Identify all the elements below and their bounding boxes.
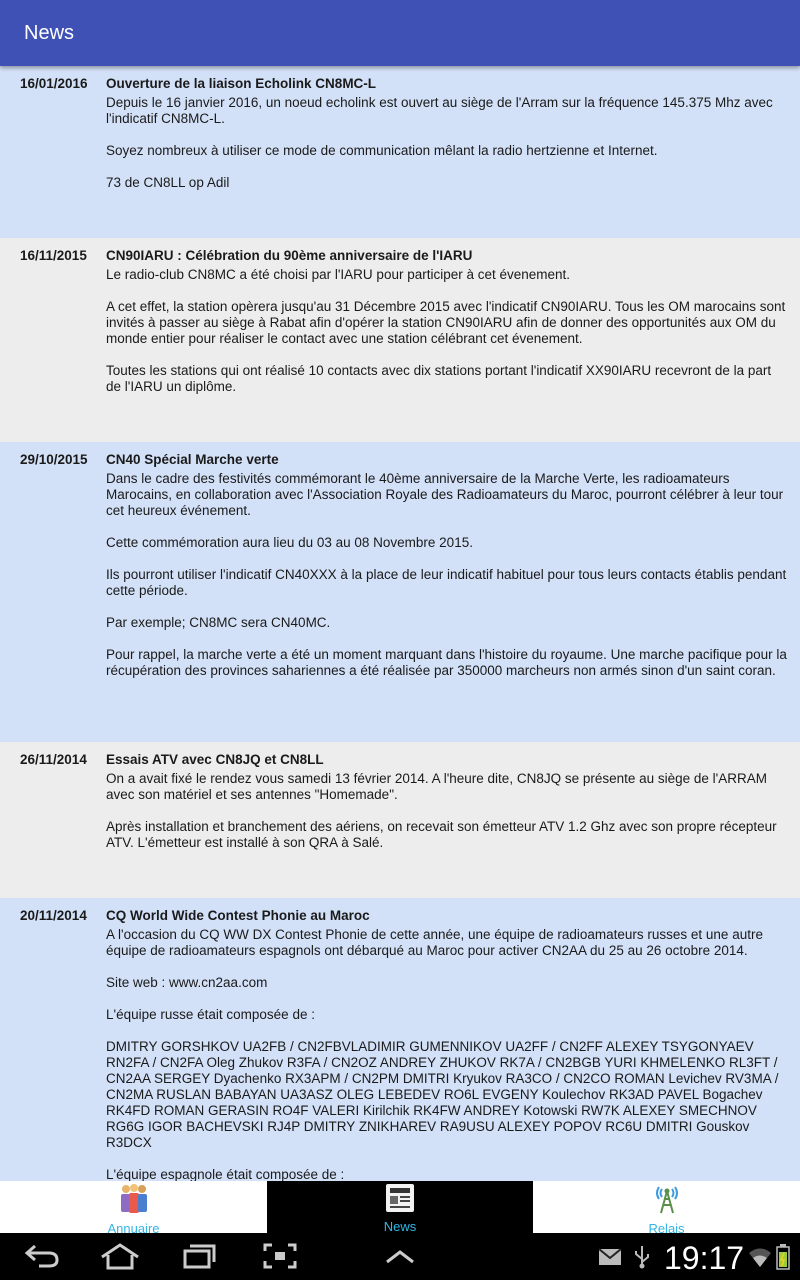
news-paragraph: Ils pourront utiliser l'indicatif CN40XXX à la place de leur indicatif habituel pour tous leurs contacts établis pendant cette période.: [106, 567, 787, 598]
screenshot-icon[interactable]: [258, 1241, 302, 1271]
tab-label: Relais: [648, 1221, 685, 1236]
tab-label: Annuaire: [107, 1221, 160, 1236]
recent-apps-icon[interactable]: [178, 1241, 222, 1271]
tab-label: News: [383, 1219, 417, 1234]
news-paragraph: L'équipe russe était composée de :: [106, 1007, 315, 1022]
menu-up-icon[interactable]: [378, 1241, 422, 1271]
news-item[interactable]: [0, 66, 800, 238]
tab-news[interactable]: [267, 1181, 533, 1233]
news-paragraph: A l'occasion du CQ WW DX Contest Phonie de cette année, une équipe de radioamateurs russes et une autre équipe de radioamateurs espagnols ont débarqué au Maroc pour activer CN2AA du 25 au 26 octobre 2014.: [106, 927, 763, 958]
news-paragraph: Dans le cadre des festivités commémorant le 40ème anniversaire de la Marche Verte, les radioamateurs Marocains, en collaboration avec l'Association Royale des Radioamateurs du Maroc, pourront célébrer à leur tour cet heureux événement.: [106, 471, 784, 518]
news-item[interactable]: [0, 898, 800, 1181]
news-paragraph: Site web : www.cn2aa.com: [106, 975, 268, 990]
news-item[interactable]: [0, 742, 800, 898]
page-title: News: [24, 21, 75, 44]
tab-annuaire[interactable]: [0, 1181, 267, 1236]
news-title: CN90IARU : Célébration du 90ème anniversaire de l'IARU: [106, 248, 473, 263]
system-navigation-bar: [0, 1233, 800, 1280]
relay-antenna-icon: [651, 1183, 683, 1215]
news-paragraph: Soyez nombreux à utiliser ce mode de communication mêlant la radio hertzienne et Internet.: [106, 143, 658, 158]
home-icon[interactable]: [98, 1241, 142, 1271]
news-title: Essais ATV avec CN8JQ et CN8LL: [106, 752, 324, 767]
news-paragraph: Cette commémoration aura lieu du 03 au 08 Novembre 2015.: [106, 535, 473, 550]
news-paragraph: On a avait fixé le rendez vous samedi 13 février 2014. A l'heure dite, CN8JQ se présente au siège de l'ARRAM avec son matériel et ses antennes "Homemade".: [106, 771, 768, 802]
news-paragraph: Le radio-club CN8MC a été choisi par l'IARU pour participer à cet évenement.: [106, 267, 571, 282]
bottom-navigation: [0, 1181, 800, 1236]
battery-icon: [776, 1243, 790, 1271]
back-icon[interactable]: [20, 1241, 64, 1271]
news-paragraph: Après installation et branchement des aériens, on recevait son émetteur ATV 1.2 Ghz avec son propre récepteur ATV. L'émetteur est installé à son QRA à Salé.: [106, 819, 777, 850]
clock: 19:17: [664, 1240, 745, 1276]
news-paragraph: A cet effet, la station opèrera jusqu'au 31 Décembre 2015 avec l'indicatif CN90IARU. Tous les OM marocains sont invités à passer au siège à Rabat afin d'opérer la station CN90IARU afin de donner des opportunités aux OM du monde entier pour réaliser le contact avec une station célébrant cet évenement.: [106, 299, 786, 346]
tab-relais[interactable]: [533, 1181, 800, 1236]
news-date: 20/11/2014: [20, 908, 87, 923]
directory-icon: [119, 1183, 149, 1215]
app-bar: [0, 0, 800, 66]
news-date: 16/01/2016: [20, 76, 88, 91]
email-icon: [598, 1243, 622, 1271]
news-list[interactable]: [0, 66, 800, 1181]
news-paragraph: Toutes les stations qui ont réalisé 10 contacts avec dix stations portant l'indicatif XX90IARU recevront de la part de l'IARU un diplôme.: [106, 363, 772, 394]
news-title: Ouverture de la liaison Echolink CN8MC-L: [106, 76, 377, 91]
news-paragraph: Depuis le 16 janvier 2016, un noeud echolink est ouvert au siège de l'Arram sur la fréquence 145.375 Mhz avec l'indicatif CN8MC-L.: [106, 95, 773, 126]
wifi-icon: [748, 1243, 772, 1271]
newspaper-icon: [385, 1183, 415, 1213]
news-paragraph: DMITRY GORSHKOV UA2FB / CN2FBVLADIMIR GUMENNIKOV UA2FF / CN2FF ALEXEY TSYGONYAEV RN2FA / CN2FA Oleg Zhukov R3FA / CN2OZ ANDREY ZHUKOV RK7A / CN2BGB YURI KHMELENKO RL3FT / CN2AA SERGEY Dyachenko RX3APM / CN2PM DMITRI Kryukov RA3CO / CN2CO ROMAN Levichev RV3MA / CN2MA RUSLAN BABAYAN UA3ASZ OLEG LEBEDEV RO6L EVGENY Koulechov RK3AD PAVEL Bogachev RK4FD ROMAN GERASIN RO4F VALERI Kirilchik RK4FW ANDREY Kotowski RW7K ALEXEY SMECHNOV RG6G IGOR BACHEVSKI RJ4P DMITRY ZNIKHAREV RA9USU ALEXEY POPOV RC6U DMITRI Gouskov R3DCX: [106, 1039, 779, 1150]
news-paragraph: Pour rappel, la marche verte a été un moment marquant dans l'histoire du royaume. Une marche pacifique pour la récupération des provinces sahariennes a été réalisée par 350000 marcheurs non armés sinon d'un saint coran.: [106, 647, 787, 678]
news-date: 29/10/2015: [20, 452, 88, 467]
news-paragraph: Par exemple; CN8MC sera CN40MC.: [106, 615, 331, 630]
news-title: CN40 Spécial Marche verte: [106, 452, 279, 467]
news-date: 26/11/2014: [20, 752, 87, 767]
news-item[interactable]: [0, 442, 800, 742]
news-paragraph: 73 de CN8LL op Adil: [106, 175, 230, 190]
news-title: CQ World Wide Contest Phonie au Maroc: [106, 908, 370, 923]
news-date: 16/11/2015: [20, 248, 87, 263]
news-paragraph: L'équipe espagnole était composée de :: [106, 1167, 345, 1181]
usb-icon: [633, 1243, 651, 1271]
news-item[interactable]: [0, 238, 800, 442]
